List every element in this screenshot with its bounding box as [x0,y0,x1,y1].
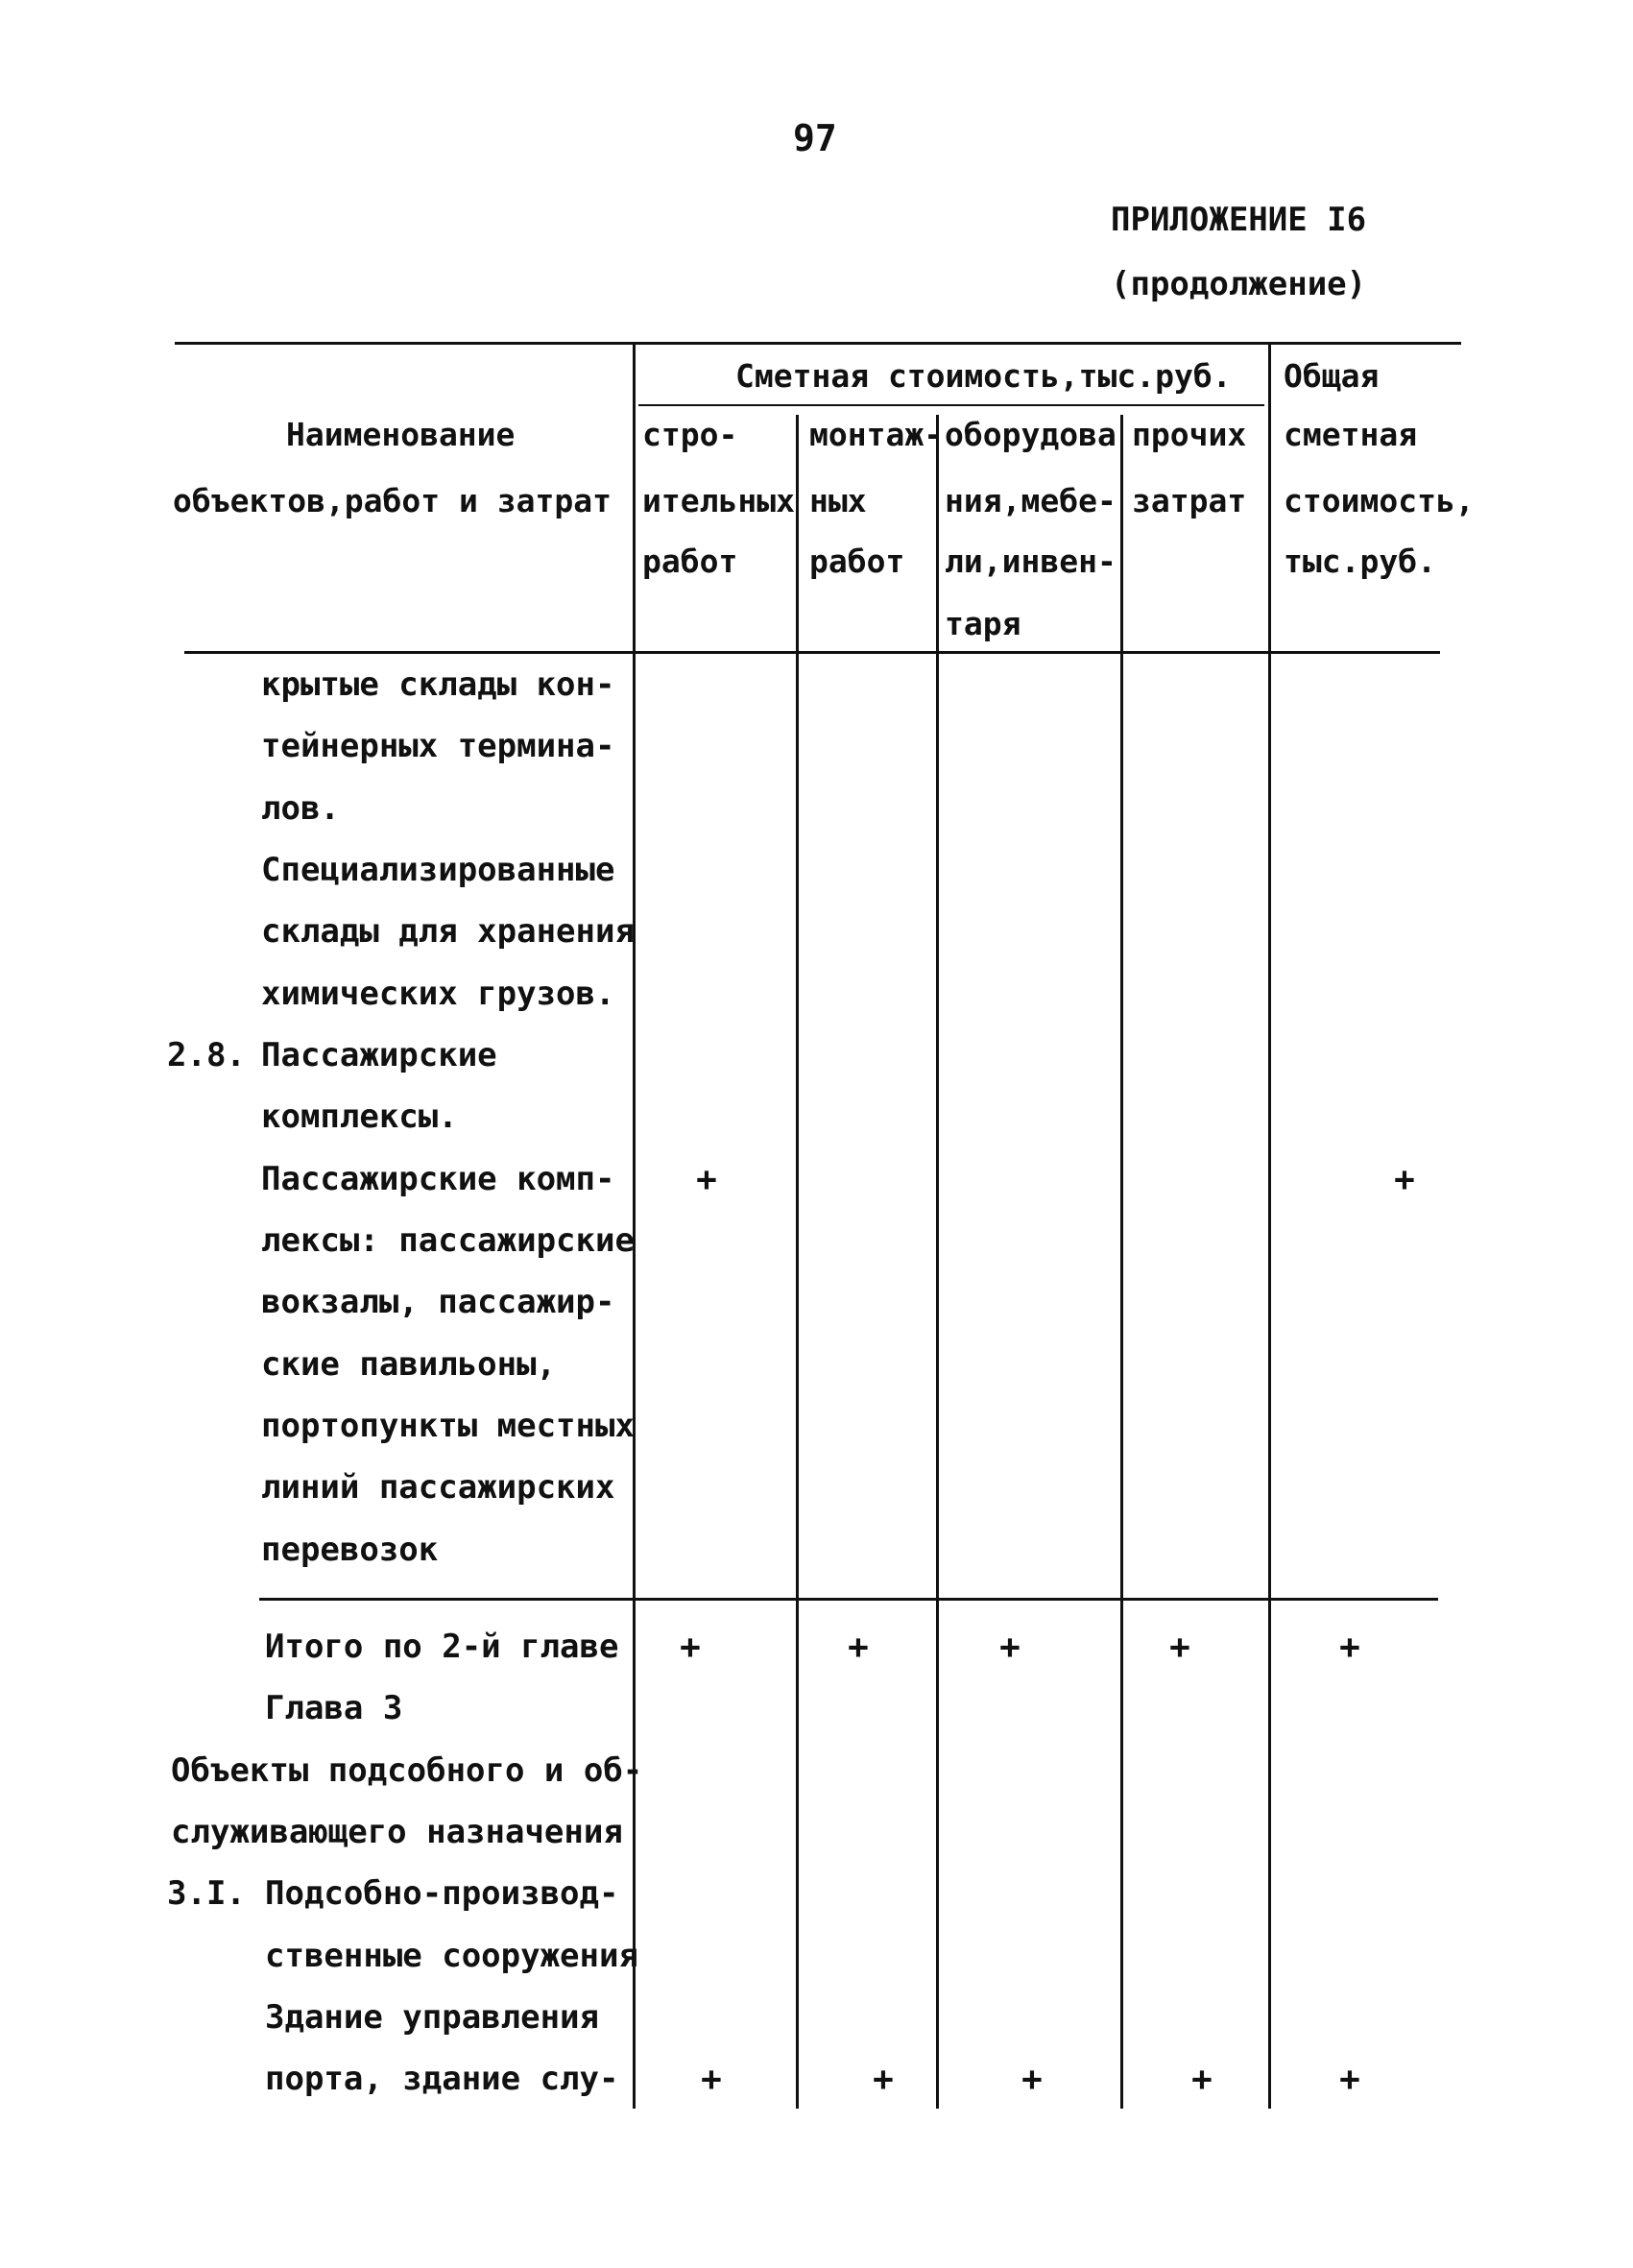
mark-3-1-other: + [1191,2060,1213,2099]
item-3-1-line-1: Подсобно-производ- [265,1874,619,1913]
item-2-8-desc-5: портопункты местных [261,1407,635,1445]
mark-total-total: + [1339,1628,1360,1667]
mark-3-1-installation: + [873,2060,894,2099]
section-a-line-4: Специализированные [261,851,615,889]
name-header-line-1: Наименование [286,416,516,453]
column-divider-other [1268,344,1271,2109]
section-a-line-2: тейнерных термина- [261,727,615,765]
chapter-2-total-label: Итого по 2-й главе [265,1628,619,1666]
other-header-line-1: прочих [1132,416,1247,453]
header-bottom-rule [184,651,1440,654]
mark-total-construction: + [680,1628,701,1667]
column-divider-installation [936,415,939,2109]
cost-group-header: Сметная стоимость,тыс.руб. [735,357,1232,395]
equipment-header-line-3: ли,инвен- [945,543,1117,580]
item-2-8-line-1: Пассажирские [261,1036,497,1074]
item-3-1-number: 3.I. [167,1874,246,1913]
installation-header-line-1: монтаж- [809,416,944,453]
item-2-8-desc-2: лексы: пассажирские [261,1221,635,1260]
column-divider-construction [796,415,799,2109]
section-a-line-3: лов. [261,789,340,828]
item-2-8-desc-6: линий пассажирских [261,1468,615,1507]
total-header-line-4: тыс.руб. [1284,543,1436,580]
equipment-header-line-1: оборудова [945,416,1117,453]
equipment-header-line-4: таря [945,605,1021,642]
construction-header-line-1: стро- [642,416,738,453]
item-2-8-desc-1: Пассажирские комп- [261,1160,615,1198]
other-header-line-2: затрат [1132,482,1247,519]
chapter-3-title-line-1: Объекты подсобного и об- [171,1751,643,1790]
appendix-subtitle: (продолжение) [1111,265,1367,303]
item-2-8-desc-4: ские павильоны, [261,1345,557,1384]
installation-header-line-3: работ [809,543,905,580]
total-header-line-2: сметная [1284,416,1418,453]
page-number: 97 [793,117,837,159]
item-3-1-line-2: ственные сооружения [265,1937,638,1975]
construction-header-line-3: работ [642,543,738,580]
chapter-3-title-line-2: служивающего назначения [171,1813,623,1851]
name-header-line-2: объектов,работ и затрат [173,482,612,519]
construction-header-line-2: ительных [642,482,795,519]
section-a-line-1: крытые склады кон- [261,665,615,704]
item-2-8-line-2: комплексы. [261,1098,458,1136]
item-2-8-number: 2.8. [167,1036,246,1074]
section-a-line-5: склады для хранения [261,912,635,951]
column-divider-equipment [1120,415,1123,2109]
mark-total-other: + [1169,1628,1190,1667]
total-row-rule [259,1598,1438,1601]
mark-total-equipment: + [999,1628,1021,1667]
section-a-line-6: химических грузов. [261,975,615,1013]
item-2-8-desc-7: перевозок [261,1531,439,1569]
item-2-8-desc-3: вокзалы, пассажир- [261,1283,615,1321]
mark-3-1-total: + [1339,2060,1360,2099]
mark-3-1-construction: + [701,2060,722,2099]
total-header-line-3: стоимость, [1284,482,1475,519]
item-3-1-desc-1: Здание управления [265,1998,599,2037]
cost-group-rule [638,404,1264,406]
total-header-line-1: Общая [1284,357,1380,395]
installation-header-line-2: ных [809,482,867,519]
mark-3-1-equipment: + [1021,2060,1043,2099]
chapter-3-heading: Глава 3 [265,1689,403,1727]
equipment-header-line-2: ния,мебе- [945,482,1117,519]
item-3-1-desc-2: порта, здание слу- [265,2060,619,2098]
appendix-title: ПРИЛОЖЕНИЕ I6 [1111,201,1367,239]
mark-2-8-construction: + [696,1160,717,1199]
mark-2-8-total: + [1394,1160,1415,1199]
mark-total-installation: + [848,1628,869,1667]
